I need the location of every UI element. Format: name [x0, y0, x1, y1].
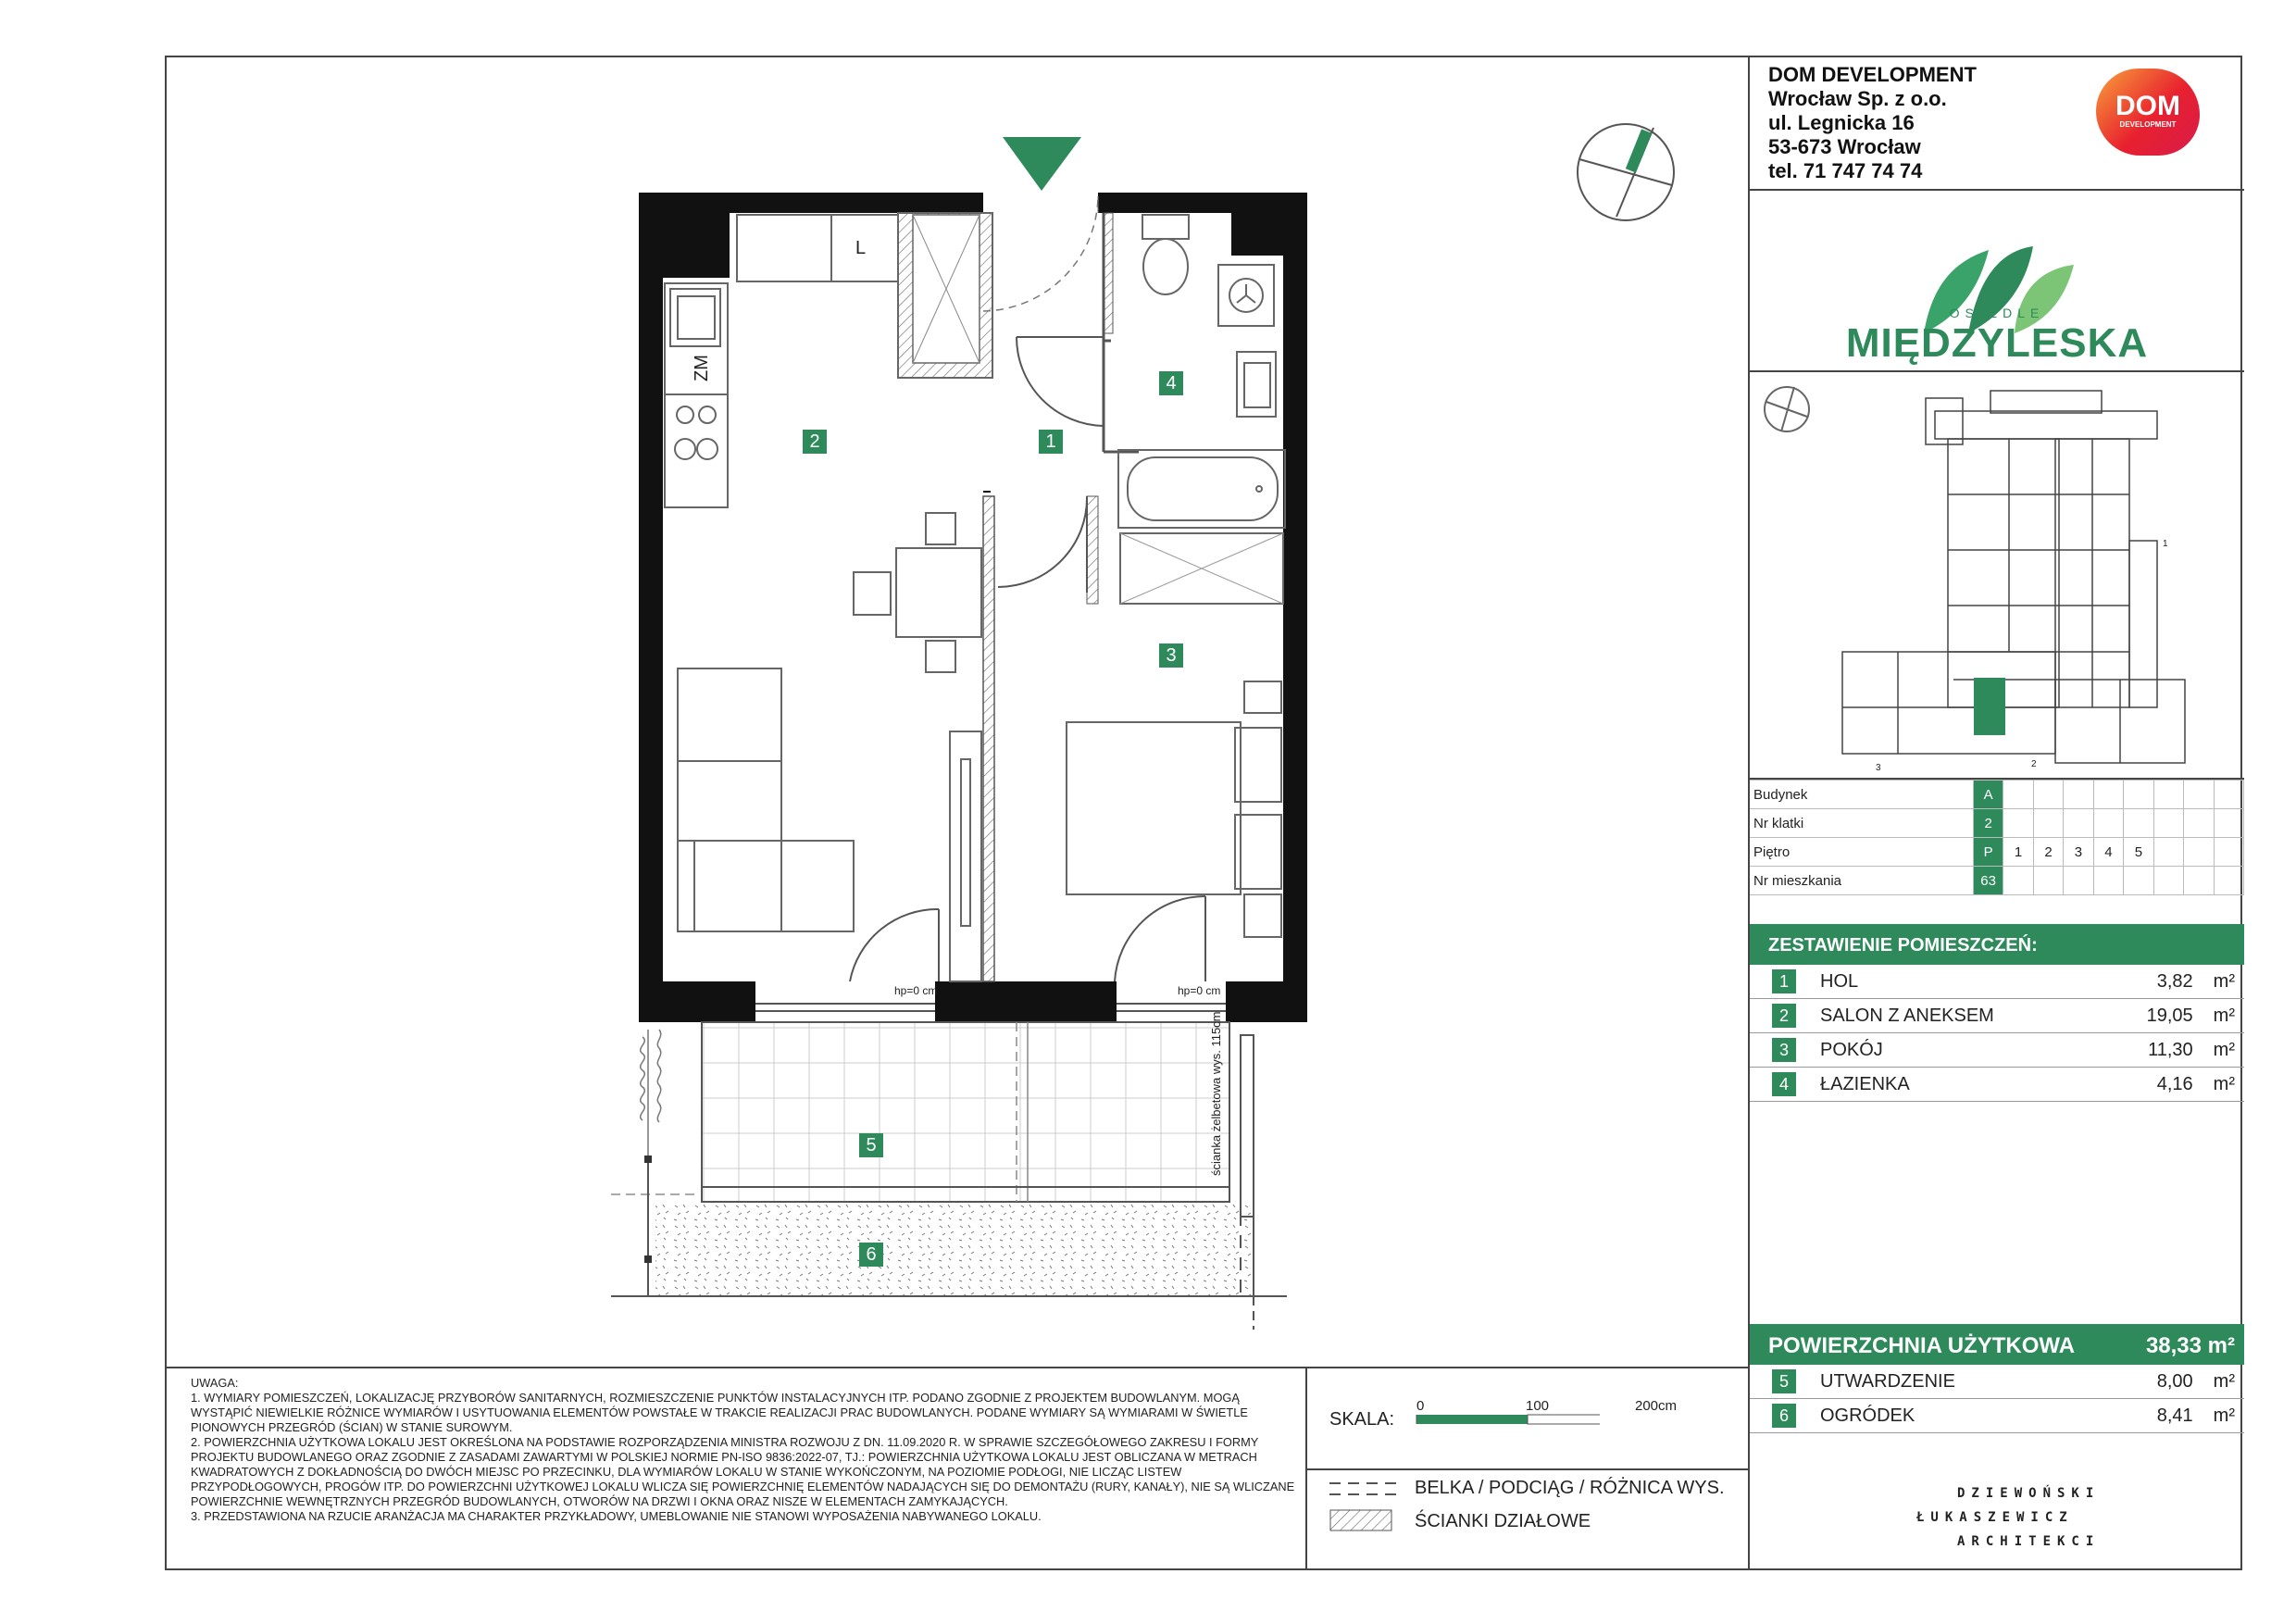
room-label-1: 1	[1039, 430, 1063, 454]
info-cell	[2033, 809, 2063, 838]
legend-beam: BELKA / PODCIĄG / RÓŻNICA WYS.	[1415, 1478, 1725, 1498]
room-number: 3	[1772, 1038, 1796, 1062]
title-block	[1748, 56, 2242, 1570]
notes-title: UWAGA:	[191, 1376, 239, 1390]
sofa	[678, 668, 854, 931]
rooms-header-text: ZESTAWIENIE POMIESZCZEŃ:	[1768, 935, 2038, 956]
dining-table	[854, 513, 981, 672]
bathtub	[1118, 450, 1285, 528]
room-row	[1750, 1033, 2244, 1068]
info-cell: 4	[2093, 838, 2123, 867]
wall-note: ścianka żelbetowa wys. 115cm	[1209, 1011, 1223, 1176]
info-cell	[2153, 809, 2183, 838]
usable-area-bar	[1750, 1324, 2244, 1365]
room-label-4: 4	[1159, 371, 1183, 395]
room-area-unit: m²	[2213, 971, 2235, 992]
info-cell	[2064, 781, 2093, 809]
architect-line1: DZIEWOŃSKI	[1957, 1486, 2101, 1501]
info-cell	[2064, 809, 2093, 838]
architect-logo	[1916, 1481, 2100, 1554]
legend-beam-symbol	[1329, 1480, 1404, 1498]
info-row	[1750, 809, 2244, 838]
info-cell	[2184, 781, 2214, 809]
stair-mark-2: 2	[2031, 759, 2037, 769]
room-row	[1750, 965, 2244, 999]
info-cell	[2153, 867, 2183, 895]
info-label: Piętro	[1750, 838, 1973, 867]
sink	[1237, 352, 1276, 417]
company-info	[1768, 63, 1977, 183]
rooms-header	[1750, 924, 2244, 965]
room-name: OGRÓDEK	[1820, 1405, 1915, 1426]
info-cell	[2184, 867, 2214, 895]
osiedle-big-text: MIĘDZYLESKA	[1845, 320, 2149, 366]
room-label-2: 2	[803, 430, 827, 454]
threshold-right: hp=0 cm	[1178, 984, 1221, 997]
hedge	[641, 1030, 661, 1157]
info-cell	[2093, 781, 2123, 809]
note-1: 1. WYMIARY POMIESZCZEŃ, LOKALIZACJĘ PRZYBORÓW SANITARNYCH, ROZMIESZCZENIE PUNKTÓW INSTALACYJNYCH ITP. PODANO ZGODNIE Z PROJEKTEM BUDOWLANYM. MOGĄ WYSTĄPIĆ NIEWIELKIE RÓŻNICE WYMIARÓW I USYTUOWANIA ELEMENTÓW POWSTAŁE W TRAKCIE REALIZACJI PRAC BUDOWLANYCH. PODANE WYMIARY SĄ WYMIARAMI W ŚWIETLE PIONOWYCH PRZEGRÓD (ŚCIAN) W STANIE SUROWYM.	[191, 1391, 1248, 1434]
dom-logo-sub: DEVELOPMENT	[2119, 120, 2177, 129]
info-cell	[2214, 781, 2243, 809]
room-area-value: 19,05	[2146, 1006, 2193, 1026]
company-city: 53-673 Wrocław	[1768, 135, 1921, 158]
room-number: 6	[1772, 1404, 1796, 1428]
room-area-unit: m²	[2213, 1006, 2235, 1026]
info-cell	[2153, 781, 2183, 809]
compass	[1578, 124, 1674, 220]
room-area-unit: m²	[2213, 1405, 2235, 1426]
threshold-left: hp=0 cm	[894, 984, 938, 997]
company-address: ul. Legnicka 16	[1768, 111, 1915, 134]
room-area-value: 4,16	[2156, 1074, 2193, 1094]
info-cell: 5	[2124, 838, 2153, 867]
garden	[655, 1202, 1252, 1296]
fridge-label: L	[855, 238, 867, 258]
room-number: 5	[1772, 1369, 1796, 1393]
info-cell: A	[1973, 781, 2003, 809]
room-row	[1750, 1068, 2244, 1102]
washing-machine	[1218, 265, 1274, 326]
room-area	[2157, 1371, 2235, 1393]
info-row	[1750, 838, 2244, 867]
bed	[1067, 681, 1281, 937]
info-cell	[2214, 867, 2243, 895]
room-area	[2157, 1405, 2235, 1427]
info-cell	[2214, 838, 2243, 867]
company-line2: Wrocław Sp. z o.o.	[1768, 87, 1947, 110]
dishwasher-label: ZM	[692, 355, 712, 381]
info-cell: 3	[2064, 838, 2093, 867]
info-cell	[2184, 838, 2214, 867]
info-cell: 1	[2003, 838, 2033, 867]
bottom-separator	[165, 1367, 1748, 1368]
info-cell: 2	[1973, 809, 2003, 838]
info-label: Budynek	[1750, 781, 1973, 809]
room-area	[2147, 1006, 2235, 1027]
scale-t2: 200cm	[1635, 1398, 1678, 1414]
room-row	[1750, 999, 2244, 1033]
room-number: 2	[1772, 1004, 1796, 1028]
notes	[191, 1376, 1296, 1524]
room-name: HOL	[1820, 971, 1859, 992]
scale-t1: 100	[1526, 1398, 1550, 1414]
note-2: 2. POWIERZCHNIA UŻYTKOWA LOKALU JEST OKREŚLONA NA PODSTAWIE ROZPORZĄDZENIA MINISTRA ROZWOJU Z DN. 11.09.2020 R. W SPRAWIE SZCZEGÓŁOWEGO ZAKRESU I FORMY PROJEKTU BUDOWLANEGO ORAZ ZGODNIE Z ZASADAMI ZAWARTYMI W POLSKIEJ NORMIE PN-ISO 9836:2022-07, TJ.: POWIERZCHNIA UŻYTKOWA LOKALU JEST OBLICZANA W METRACH KWADRATOWYCH Z DOKŁADNOŚCIĄ DO DWÓCH MIEJSC PO PRZECINKU, DLA WYMIARÓW LOKALU W STANIE WYKOŃCZONYM, NA POZIOMIE PODŁOGI, NIE LICZĄC LISTEW PRZYPODŁOGOWYCH, PROGÓW ITP. DO POWIERZCHNI UŻYTKOWEJ LOKALU WLICZA SIĘ POWIERZCHNIĘ ELEMENTÓW NADAJĄCYCH SIĘ DO DEMONTAŻU (RURY, KANAŁY), NIE SĄ WLICZANE POWIERZCHNIE WEWNĘTRZNYCH PRZEGRÓD BUDOWLANYCH, OTWORÓW NA DRZWI I OKNA ORAZ NISZE W ELEMENTACH ZAMYKAJĄCYCH.	[191, 1435, 1295, 1508]
info-row	[1750, 781, 2244, 809]
room-row	[1750, 1365, 2244, 1399]
info-cell	[2003, 809, 2033, 838]
info-cell	[2033, 781, 2063, 809]
room-name: ŁAZIENKA	[1820, 1074, 1910, 1094]
architect-line2: ŁUKASZEWICZ	[1916, 1510, 2074, 1525]
info-label: Nr klatki	[1750, 809, 1973, 838]
note-3: 3. PRZEDSTAWIONA NA RZUCIE ARANŻACJA MA CHARAKTER PRZYKŁADOWY, UMEBLOWANIE NIE STANOWI WYPOSAŻENIA NABYWANEGO LOKALU.	[191, 1509, 1042, 1523]
company-phone: tel. 71 747 74 74	[1768, 159, 1923, 182]
scale-t0: 0	[1416, 1398, 1425, 1414]
toilet	[1142, 215, 1189, 294]
room-area-unit: m²	[2213, 1371, 2235, 1392]
info-cell	[2093, 867, 2123, 895]
room-label-3: 3	[1159, 643, 1183, 668]
room-label-5: 5	[859, 1133, 883, 1157]
usable-area-value: 38,33 m²	[2145, 1333, 2235, 1358]
scale-label: SKALA:	[1329, 1409, 1395, 1430]
legend-partition-symbol	[1329, 1509, 1404, 1533]
info-cell	[2153, 838, 2183, 867]
info-cell	[2003, 781, 2033, 809]
info-cell: 63	[1973, 867, 2003, 895]
room-area	[2148, 1040, 2235, 1061]
entrance-marker	[1003, 137, 1081, 191]
room-row	[1750, 1399, 2244, 1433]
room-area	[2157, 971, 2235, 993]
room-name: UTWARDZENIE	[1820, 1371, 1955, 1392]
floor-plan	[165, 57, 1748, 1367]
room-area	[2157, 1074, 2235, 1095]
room-area-unit: m²	[2213, 1074, 2235, 1094]
legend-partition: ŚCIANKI DZIAŁOWE	[1415, 1511, 1591, 1531]
info-cell	[2124, 867, 2153, 895]
info-cell	[2124, 809, 2153, 838]
room-area-value: 8,41	[2156, 1405, 2193, 1426]
room-area-value: 11,30	[2148, 1040, 2193, 1060]
company-name: DOM DEVELOPMENT	[1768, 63, 1977, 86]
terrace	[702, 1022, 1229, 1202]
dom-logo-text: DOM	[2115, 91, 2180, 121]
info-label: Nr mieszkania	[1750, 867, 1973, 895]
info-cell	[2124, 781, 2153, 809]
room-number: 1	[1772, 969, 1796, 993]
stair-mark-3: 3	[1876, 763, 1881, 773]
dom-logo	[2096, 69, 2200, 156]
room-name: POKÓJ	[1820, 1040, 1883, 1060]
stair-mark-1: 1	[2163, 539, 2168, 549]
architect-line3: ARCHITEKCI	[1957, 1534, 2101, 1549]
room-label-6: 6	[859, 1243, 883, 1267]
osiedle-small-text: OSIEDLE	[1949, 306, 2045, 320]
info-cell	[2003, 867, 2033, 895]
info-cell: P	[1973, 838, 2003, 867]
usable-area-label: POWIERZCHNIA UŻYTKOWA	[1768, 1333, 2076, 1358]
info-cell	[2064, 867, 2093, 895]
info-row	[1750, 867, 2244, 895]
info-cell	[2214, 809, 2243, 838]
key-plan	[1750, 374, 2244, 778]
room-area-value: 3,82	[2156, 971, 2193, 992]
room-name: SALON Z ANEKSEM	[1820, 1006, 1994, 1026]
legend-separator-h	[1305, 1468, 1748, 1470]
scale-bar	[1415, 1404, 1600, 1428]
room-number: 4	[1772, 1072, 1796, 1096]
unit-info-table	[1750, 780, 2244, 895]
info-cell: 2	[2033, 838, 2063, 867]
info-cell	[2093, 809, 2123, 838]
info-cell	[2184, 809, 2214, 838]
room-area-value: 8,00	[2156, 1371, 2193, 1392]
room-area-unit: m²	[2213, 1040, 2235, 1060]
entrance-door	[983, 196, 1098, 311]
info-cell	[2033, 867, 2063, 895]
